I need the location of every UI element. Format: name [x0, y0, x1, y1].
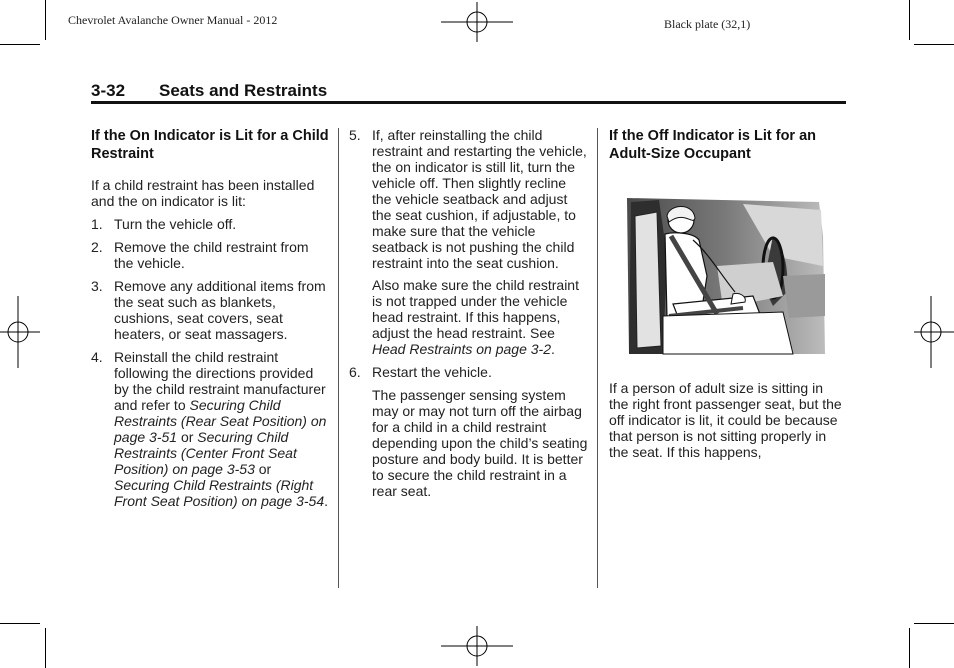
cross-reference-link[interactable]: Securing Child Restraints (Right Front Seat Position) on page 3-54 — [114, 477, 325, 509]
subheading-on-indicator: If the On Indicator is Lit for a Child Restraint — [91, 128, 329, 162]
list-item: 6. Restart the vehicle. — [349, 364, 492, 380]
list-item: 3. Remove any additional items from the seat such as blankets, cushions, seat covers, seat heaters, or seat massagers. — [91, 278, 326, 342]
list-item: 4. Reinstall the child restraint following the directions provided by the child restraint manufacturer and refer to Securing Child Restraints (Rear Seat Position) on page 3-51 or Securing Child Restraints (Center Front Seat Position) on page 3-53 or Securing Child Restraints (Right Front Seat Position) on page 3-54. — [91, 349, 329, 509]
column-3 — [609, 127, 845, 163]
list-item: 1. Turn the vehicle off. — [91, 216, 237, 232]
cross-reference-link[interactable]: Securing Child Restraints (Center Front Seat Position) on page 3-53 — [114, 429, 297, 477]
intro-paragraph: If a child restraint has been installed and the on indicator is lit: — [91, 177, 315, 209]
plate-label: Black plate (32,1) — [664, 17, 751, 31]
cross-reference-link[interactable]: Securing Child Restraints (Rear Seat Position) on page 3-51 — [114, 397, 327, 445]
column-divider — [597, 128, 598, 588]
note-paragraph: Also make sure the child restraint is not trapped under the vehicle head restraint. If this happens, adjust the head restraint. See Head Restraints on page 3-2. — [372, 277, 579, 357]
list-item: 2. Remove the child restraint from the vehicle. — [91, 239, 309, 271]
body-paragraph: If a person of adult size is sitting in the right front passenger seat, but the off indicator is lit, it could be because that person is not sitting properly in the seat. If this happens, — [609, 380, 842, 460]
cross-reference-link[interactable]: Head Restraints on page 3-2 — [372, 341, 551, 357]
list-item: 5. If, after reinstalling the child restraint and restarting the vehicle, the on indicator is still lit, turn the vehicle off. Then slightly recline the vehicle seatback and adjust the seat cushion, if adjustable, to make sure that the vehicle seatback is not pushing the child restraint into the seat cushion. — [349, 127, 587, 271]
subheading-off-indicator: If the Off Indicator is Lit for an Adult-Size Occupant — [609, 128, 817, 162]
section-heading — [91, 81, 327, 101]
column-divider — [338, 128, 339, 588]
note-paragraph: The passenger sensing system may or may not turn off the airbag for a child in a child restraint depending upon the child’s seating posture and body build. It is better to secure the child restraint in a rear seat. — [372, 387, 588, 499]
manual-title: Chevrolet Avalanche Owner Manual - 2012 — [68, 13, 278, 27]
column-3-body — [609, 380, 845, 460]
section-title: Seats and Restraints — [159, 81, 328, 100]
adult-passenger-illustration — [623, 196, 825, 356]
column-1 — [91, 127, 329, 509]
section-number: 3-32 — [91, 81, 126, 100]
column-2 — [349, 127, 589, 499]
section-rule — [91, 101, 846, 104]
